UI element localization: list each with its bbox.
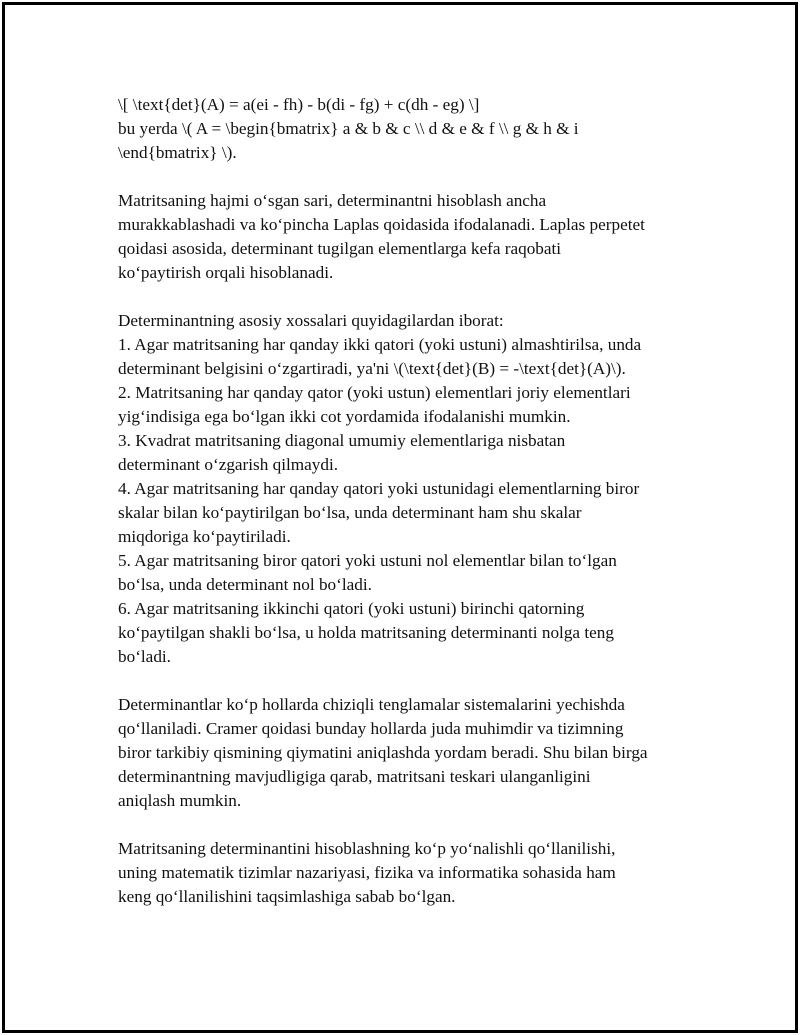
- text-line: skalar bilan ko‘paytirilgan bo‘lsa, unda determinant ham shu skalar: [118, 503, 582, 522]
- text-line: 4. Agar matritsaning har qanday qatori yoki ustunidagi elementlarning biror: [118, 479, 640, 498]
- paragraph-applications: [118, 693, 693, 813]
- paragraph-properties: [118, 309, 693, 669]
- text-line: 6. Agar matritsaning ikkinchi qatori (yoki ustuni) birinchi qatorning: [118, 599, 585, 618]
- text-line: 3. Kvadrat matritsaning diagonal umumiy elementlariga nisbatan: [118, 431, 566, 450]
- text-line: 2. Matritsaning har qanday qator (yoki ustun) elementlari joriy elementlari: [118, 383, 631, 402]
- text-line: Matritsaning hajmi o‘sgan sari, determinantni hisoblash ancha: [118, 191, 547, 210]
- paragraph-gap: [118, 669, 693, 693]
- text-line: Matritsaning determinantini hisoblashning ko‘p yo‘nalishli qo‘llanilishi,: [118, 839, 616, 858]
- text-line: determinantning mavjudligiga qarab, matritsani teskari ulanganligini: [118, 767, 591, 786]
- paragraph-conclusion: [118, 837, 693, 909]
- text-line: Determinantlar ko‘p hollarda chiziqli tenglamalar sistemalarini yechishda: [118, 695, 625, 714]
- text-line: ko‘paytirish orqali hisoblanadi.: [118, 263, 334, 282]
- text-line: uning matematik tizimlar nazariyasi, fizika va informatika sohasida ham: [118, 863, 616, 882]
- text-line: 5. Agar matritsaning biror qatori yoki ustuni nol elementlar bilan to‘lgan: [118, 551, 617, 570]
- text-line: qoidasi asosida, determinant tugilgan elementlarga kefa raqobati: [118, 239, 562, 258]
- paragraph-gap: [118, 285, 693, 309]
- text-line: miqdoriga ko‘paytiriladi.: [118, 527, 291, 546]
- text-line: Determinantning asosiy xossalari quyidagilardan iborat:: [118, 311, 504, 330]
- text-line: biror tarkibiy qismining qiymatini aniqlashda yordam beradi. Shu bilan birga: [118, 743, 648, 762]
- text-line: aniqlash mumkin.: [118, 791, 242, 810]
- text-line: \end{bmatrix} \).: [118, 143, 237, 162]
- text-line: bo‘ladi.: [118, 647, 171, 666]
- paragraph-formula: [118, 93, 693, 165]
- text-line: yig‘indisiga ega bo‘lgan ikki cot yordamida ifodalanishi mumkin.: [118, 407, 571, 426]
- text-line: murakkablashadi va ko‘pincha Laplas qoidasida ifodalanadi. Laplas perpetet: [118, 215, 645, 234]
- text-line: determinant o‘zgarish qilmaydi.: [118, 455, 339, 474]
- paragraph-gap: [118, 813, 693, 837]
- text-line: bo‘lsa, unda determinant nol bo‘ladi.: [118, 575, 372, 594]
- text-line: determinant belgisini o‘zgartiradi, ya'ni \(\text{det}(B) = -\text{det}(A)\).: [118, 359, 626, 378]
- text-line: 1. Agar matritsaning har qanday ikki qatori (yoki ustuni) almashtirilsa, unda: [118, 335, 642, 354]
- text-line: bu yerda \( A = \begin{bmatrix} a & b & c \\ d & e & f \\ g & h & i: [118, 119, 579, 138]
- paragraph-gap: [118, 165, 693, 189]
- text-line: qo‘llaniladi. Cramer qoidasi bunday hollarda juda muhimdir va tizimning: [118, 719, 624, 738]
- text-line: \[ \text{det}(A) = a(ei - fh) - b(di - fg) + c(dh - eg) \]: [118, 95, 480, 114]
- document-body: [118, 93, 693, 909]
- paragraph-laplace: [118, 189, 693, 285]
- text-line: keng qo‘llanilishini taqsimlashiga sabab bo‘lgan.: [118, 887, 456, 906]
- text-line: ko‘paytilgan shakli bo‘lsa, u holda matritsaning determinanti nolga teng: [118, 623, 614, 642]
